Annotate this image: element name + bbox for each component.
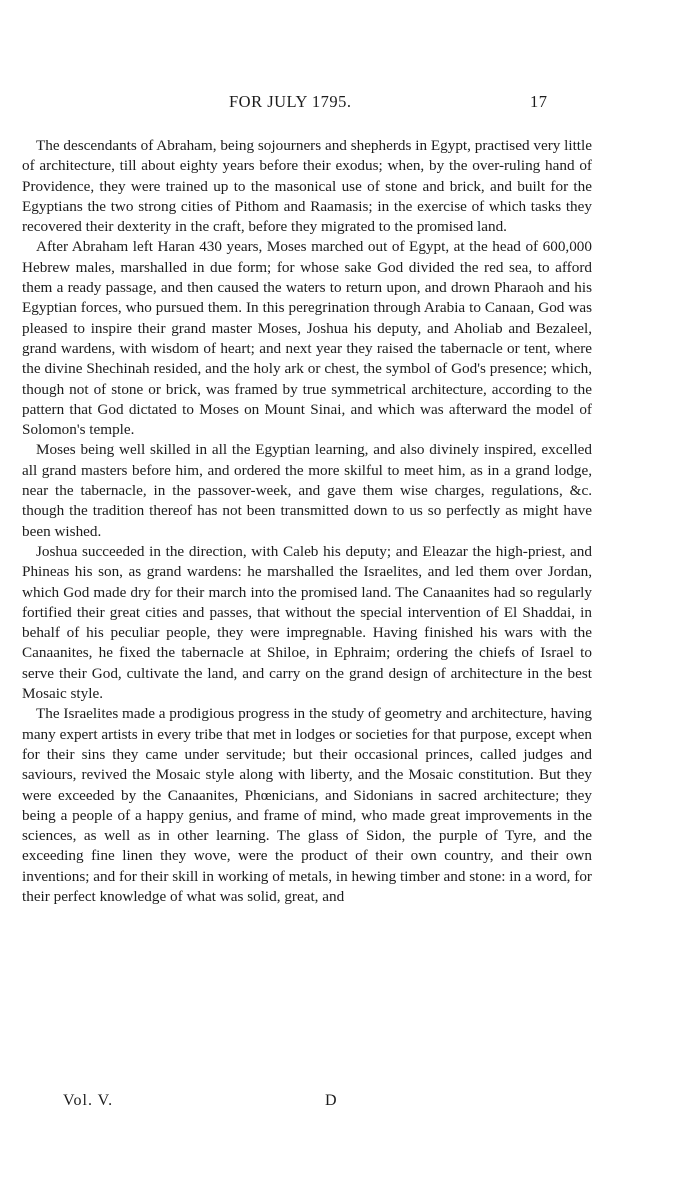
paragraph: The descendants of Abraham, being sojourners and shepherds in Egypt, practised very little of architecture, till about eighty years before their exodus; when, by the over-ruling hand of Providence, they were trained up to the masonical use of stone and brick, and built for the Egyptians the two strong cities of Pithom and Raamasis; in the exercise of which tasks they recovered their dexterity in the craft, before they migrated to the promised land. <box>22 137 592 236</box>
running-header <box>0 92 698 118</box>
page-number: 17 <box>530 92 548 111</box>
page-footer <box>0 1092 698 1114</box>
volume-label: Vol. V. <box>63 1092 114 1109</box>
paragraph: The Israelites made a prodigious progress in the study of geometry and architecture, having many expert artists in every tribe that met in lodges or societies for that purpose, except when for their sins they came under servitude; but their occasional princes, called judges and saviours, revived the Mosaic style along with liberty, and the Mosaic constitution. But they were exceeded by the Canaanites, Phœnicians, and Sidonians in sacred architecture; they being a people of a happy genius, and frame of mind, who made great improvements in the sciences, as well as in other learning. The glass of Sidon, the purple of Tyre, and the exceeding fine linen they wove, were the product of their own country, and their own inventions; and for their skill in working of metals, in hewing timber and stone: in a word, for their perfect knowledge of what was solid, great, and <box>22 705 592 905</box>
paragraph: Moses being well skilled in all the Egyptian learning, and also divinely inspired, excelled all grand masters before him, and ordered the more skilful to meet him, as in a grand lodge, near the tabernacle, in the passover-week, and gave them wise charges, regulations, &c. though the tradition thereof has not been transmitted down to us so perfectly as might have been wished. <box>22 441 592 540</box>
body-text <box>22 136 592 907</box>
signature-mark: D <box>325 1092 337 1109</box>
running-title: FOR JULY 1795. <box>229 92 352 111</box>
paragraph: After Abraham left Haran 430 years, Moses marched out of Egypt, at the head of 600,000 Hebrew males, marshalled in due form; for whose sake God divided the red sea, to afford them a ready passage, and then caused the waters to return upon, and drown Pharaoh and his Egyptian forces, who pursued them. In this peregrination through Arabia to Canaan, God was pleased to inspire their grand master Moses, Joshua his deputy, and Aholiab and Bezaleel, grand wardens, with wisdom of heart; and next year they raised the tabernacle or tent, where the divine Shechinah resided, and the holy ark or chest, the symbol of God's presence; which, though not of stone or brick, was framed by true symmetrical architecture, according to the pattern that God dictated to Moses on Mount Sinai, and which was afterward the model of Solomon's temple. <box>22 238 592 439</box>
paragraph: Joshua succeeded in the direction, with Caleb his deputy; and Eleazar the high-priest, and Phineas his son, as grand wardens: he marshalled the Israelites, and led them over Jordan, which God made dry for their march into the promised land. The Canaanites had so regularly fortified their great cities and passes, that without the special intervention of El Shaddai, in behalf of his peculiar people, they were impregnable. Having finished his wars with the Canaanites, he fixed the tabernacle at Shiloe, in Ephraim; ordering the chiefs of Israel to serve their God, cultivate the land, and carry on the grand design of architecture in the best Mosaic style. <box>22 542 592 703</box>
